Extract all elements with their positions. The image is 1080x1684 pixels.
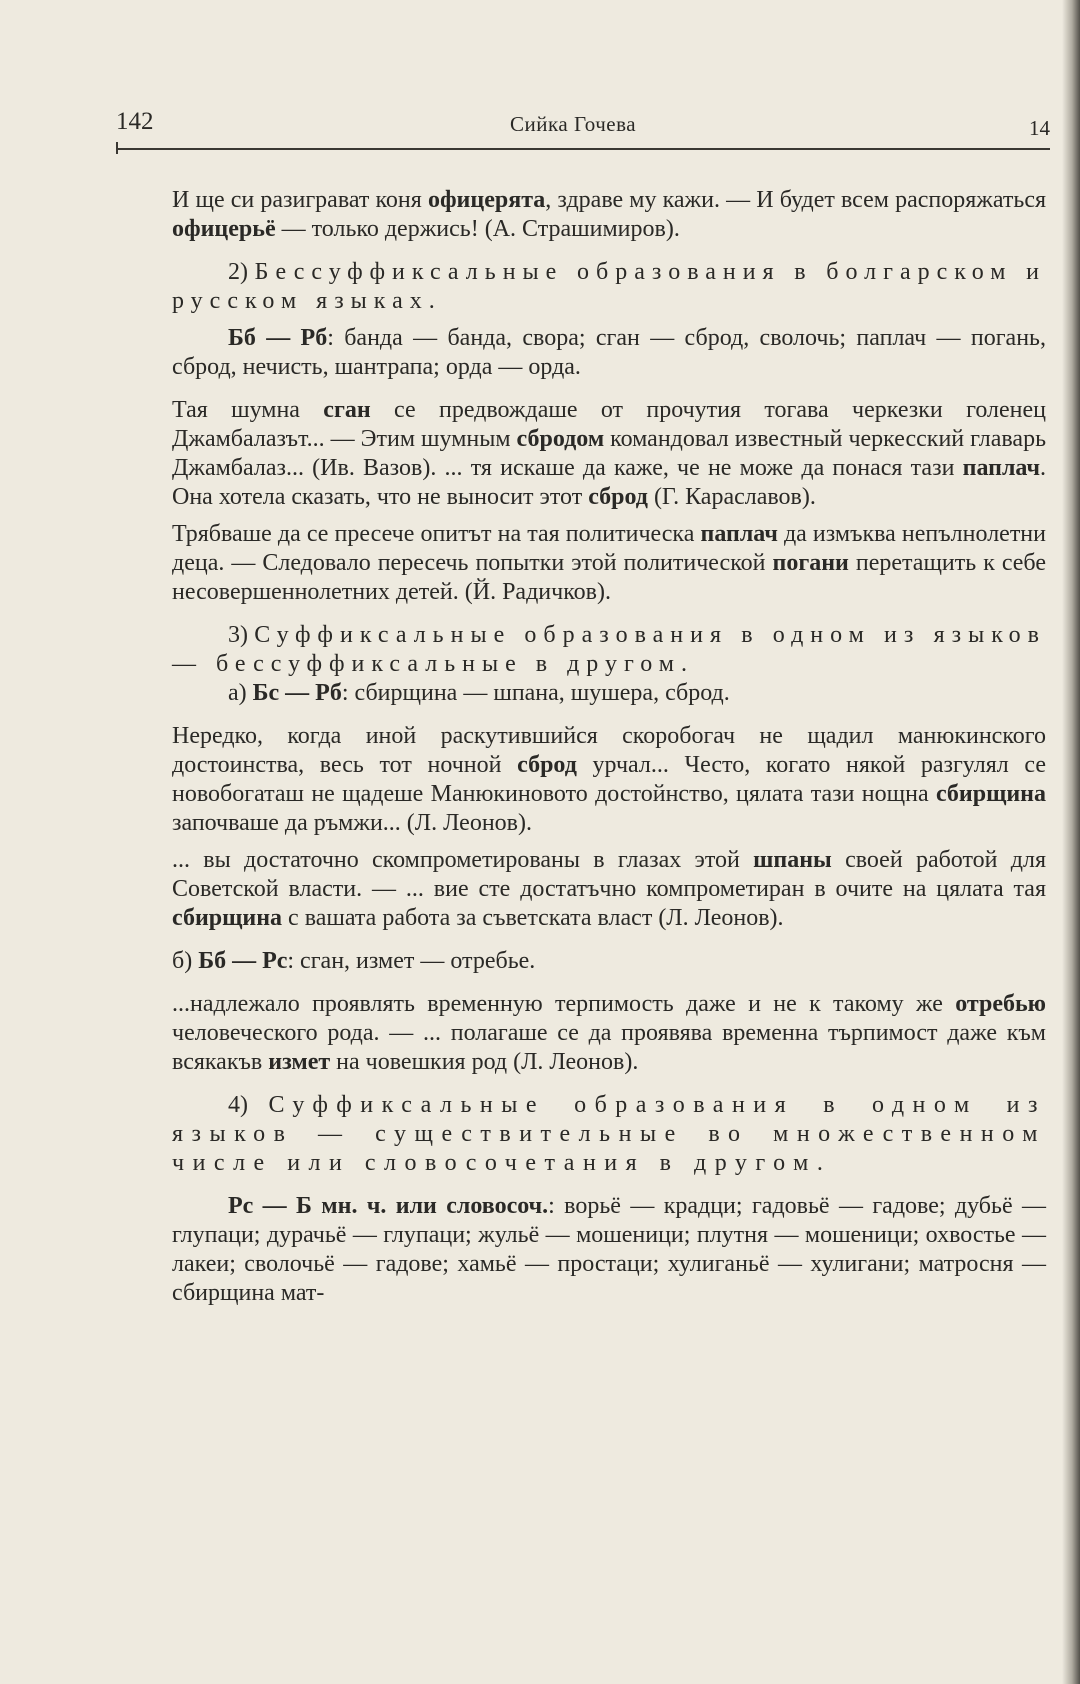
section-heading: 3) Суффиксальные образования в одном из языков— бессуффиксальные в другом. xyxy=(172,622,1047,677)
paragraph: а) Бс — Рб: сбирщина — шпана, шушера, сброд. xyxy=(228,680,730,706)
paragraph: б) Бб — Рс: сган, измет — отребье. xyxy=(172,948,536,974)
running-header xyxy=(116,108,1050,152)
page-number: 142 xyxy=(116,108,154,135)
example-quote: И ще си разиграват коня офицерята, здраве му кажи. — И будет всем распоряжаться офицерьё — только держись! (А. Страшимиров). xyxy=(172,187,1047,242)
page-edge-shadow xyxy=(1062,0,1080,1684)
paragraph: Рс — Б мн. ч. или словосоч.: ворьё — крадци; гадовьё — гадове; дубьё — глупаци; дурачьё — глупаци; жульё — мошеници; плутня — мошеници; охвостье — лакеи; сволочьё — гадове; хамьё — простаци; хулиганьё — хулигани; матросня — сбирщина мат- xyxy=(172,1193,1046,1306)
example-quote: Нередко, когда иной раскутившийся скоробогач не щадил манюкинского достоинства, весь тот ночной сброд урчал... Често, когато някой разгулял се новобогаташ не щадеше Манюкиновото достойнство, цялата тази нощна сбирщина започваше да ръмжи... (Л. Леонов). xyxy=(172,723,1046,836)
example-quote: ... вы достаточно скомпрометированы в глазах этой шпаны своей работой для Советской власти. — ... вие сте достатъчно компрометиран в очите на цялата тая сбирщина с вашата работа за съветската власт (Л. Леонов). xyxy=(172,847,1047,931)
section-heading: 4) Суффиксальные образования в одном из языков — существительные во множественном числе или словосочетания в другом. xyxy=(172,1092,1046,1176)
page-marker: 14 xyxy=(1029,116,1050,140)
example-quote: Тая шумна сган се предвождаше от прочутия тогава черкезки голенец Джамбалазът... — Этим шумным сбродом командовал известный черкесский главарь Джамбалаз... (Ив. Вазов). ... тя искаше да каже, че не може да понася тази паплач. Она хотела сказать, что не выносит этот сброд (Г. Караславов). xyxy=(172,397,1047,510)
example-quote: ...надлежало проявлять временную терпимость даже и не к такому же отребью человеческого рода. — ... полагаше се да проявява временна търпимост даже към всякакъв измет на човешкия род (Л. Леонов). xyxy=(172,991,1046,1075)
section-heading: 2) Бессуффиксальные образования в болгарском и русском языках. xyxy=(172,259,1046,314)
paragraph: Бб — Рб: банда — банда, свора; сган — сброд, сволочь; паплач — погань, сброд, нечисть, шантрапа; орда — орда. xyxy=(172,325,1046,380)
body-text xyxy=(116,186,1046,1308)
running-author: Сийка Гочева xyxy=(510,112,637,136)
header-rule xyxy=(116,148,1050,150)
example-quote: Трябваше да се пресече опитът на тая политическа паплач да измъква непълнолетни деца. — Следовало пересечь попытки этой политической погани перетащить к себе несовершеннолетних детей. (Й. Радичков). xyxy=(172,521,1046,605)
